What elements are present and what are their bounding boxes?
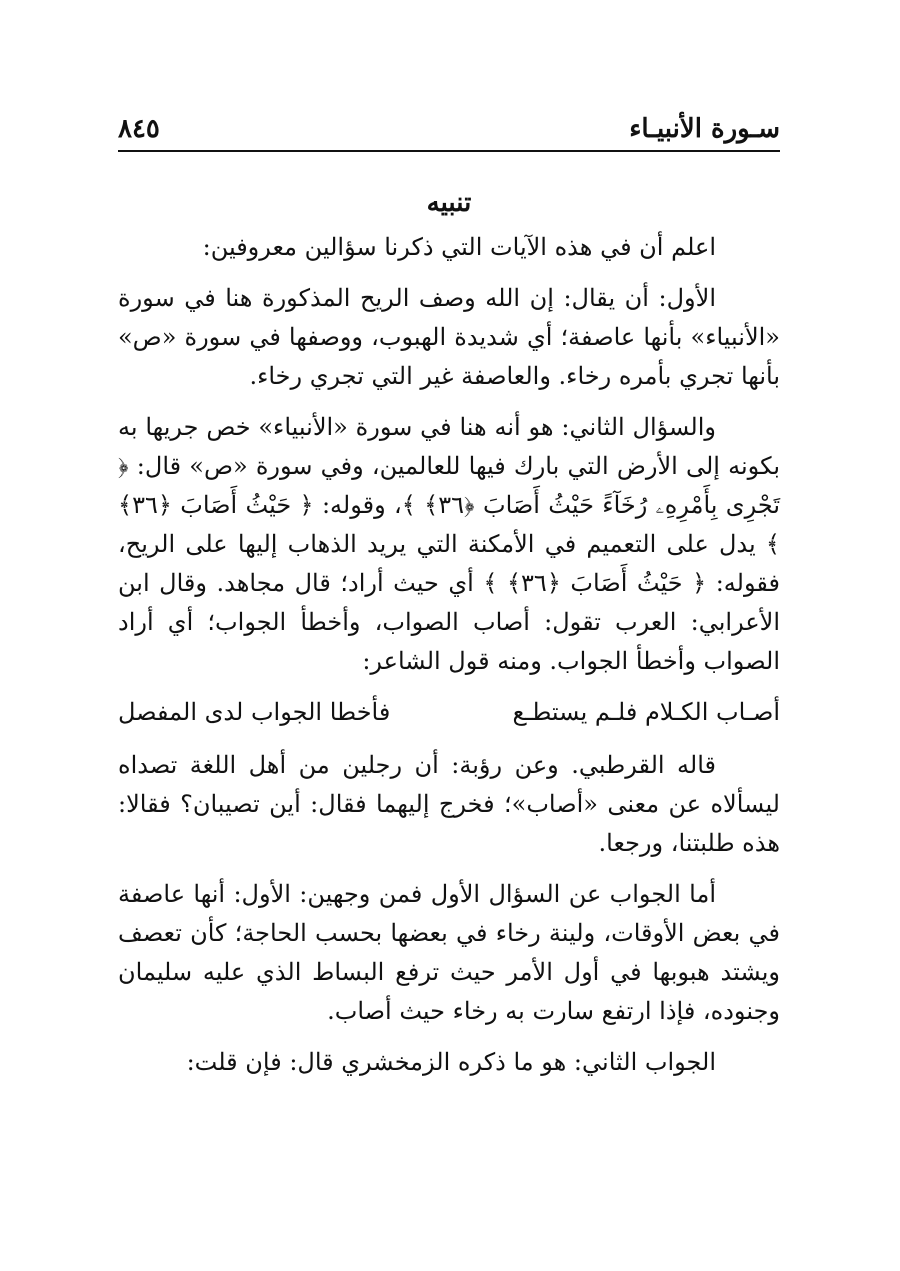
paragraph-second-answer: الجواب الثاني: هو ما ذكره الزمخشري قال: فإن قلت: xyxy=(186,1048,716,1076)
page-number: ٨٤٥ xyxy=(118,114,160,144)
paragraph-first-question: الأول: أن يقال: إن الله وصف الريح المذكورة هنا في سورة «الأنبياء» بأنها عاصفة؛ أي شديدة الهبوب، ووصفها في سورة «ص» بأنها تجري بأمره رخاء. والعاصفة غير التي تجري رخاء. xyxy=(118,284,780,390)
book-page xyxy=(118,110,780,1094)
verse-second-hemistich: فأخطا الجواب لدى المفصل xyxy=(118,698,391,726)
paragraph-second-question: والسؤال الثاني: هو أنه هنا في سورة «الأنبياء» خص جريها به بكونه إلى الأرض التي بارك فيها للعالمين، وفي سورة «ص» قال: ﴿ تَجْرِى بِأَمْرِهِۦ رُخَآءً حَيْثُ أَصَابَ ﴿٣٦﴾ ﴾، وقوله: ﴿ حَيْثُ أَصَابَ ﴿٣٦﴾ ﴾ يدل على التعميم في الأمكنة التي يريد الذهاب إليها على الريح، فقوله: ﴿ حَيْثُ أَصَابَ ﴿٣٦﴾ ﴾ أي حيث أراد؛ قال مجاهد. وقال ابن الأعرابي: العرب تقول: أصاب الصواب، وأخطأ الجواب؛ أي أراد الصواب وأخطأ الجواب. ومنه قول الشاعر: xyxy=(118,413,780,675)
poetry-verse xyxy=(118,693,780,732)
page-header xyxy=(118,110,780,152)
verse-first-hemistich: أصـاب الكـلام فلـم يستطـع xyxy=(512,698,780,726)
paragraph-qurtubi: قاله القرطبي. وعن رؤبة: أن رجلين من أهل اللغة تصداه ليسألاه عن معنى «أصاب»؛ فخرج إليهما فقال: أين تصيبان؟ فقالا: هذه طلبتنا، ورجعا. xyxy=(118,751,780,857)
paragraph-intro: اعلم أن في هذه الآيات التي ذكرنا سؤالين معروفين: xyxy=(202,233,716,261)
paragraph-first-answer: أما الجواب عن السؤال الأول فمن وجهين: الأول: أنها عاصفة في بعض الأوقات، ولينة رخاء في بعضها بحسب الحاجة؛ كأن تعصف ويشتد هبوبها في أول الأمر حيث ترفع البساط الذي عليه سليمان وجنوده، فإذا ارتفع سارت به رخاء حيث أصاب. xyxy=(118,880,780,1025)
surah-title: سـورة الأنبيـاء xyxy=(629,114,780,144)
section-heading: تنبيه xyxy=(426,188,472,218)
